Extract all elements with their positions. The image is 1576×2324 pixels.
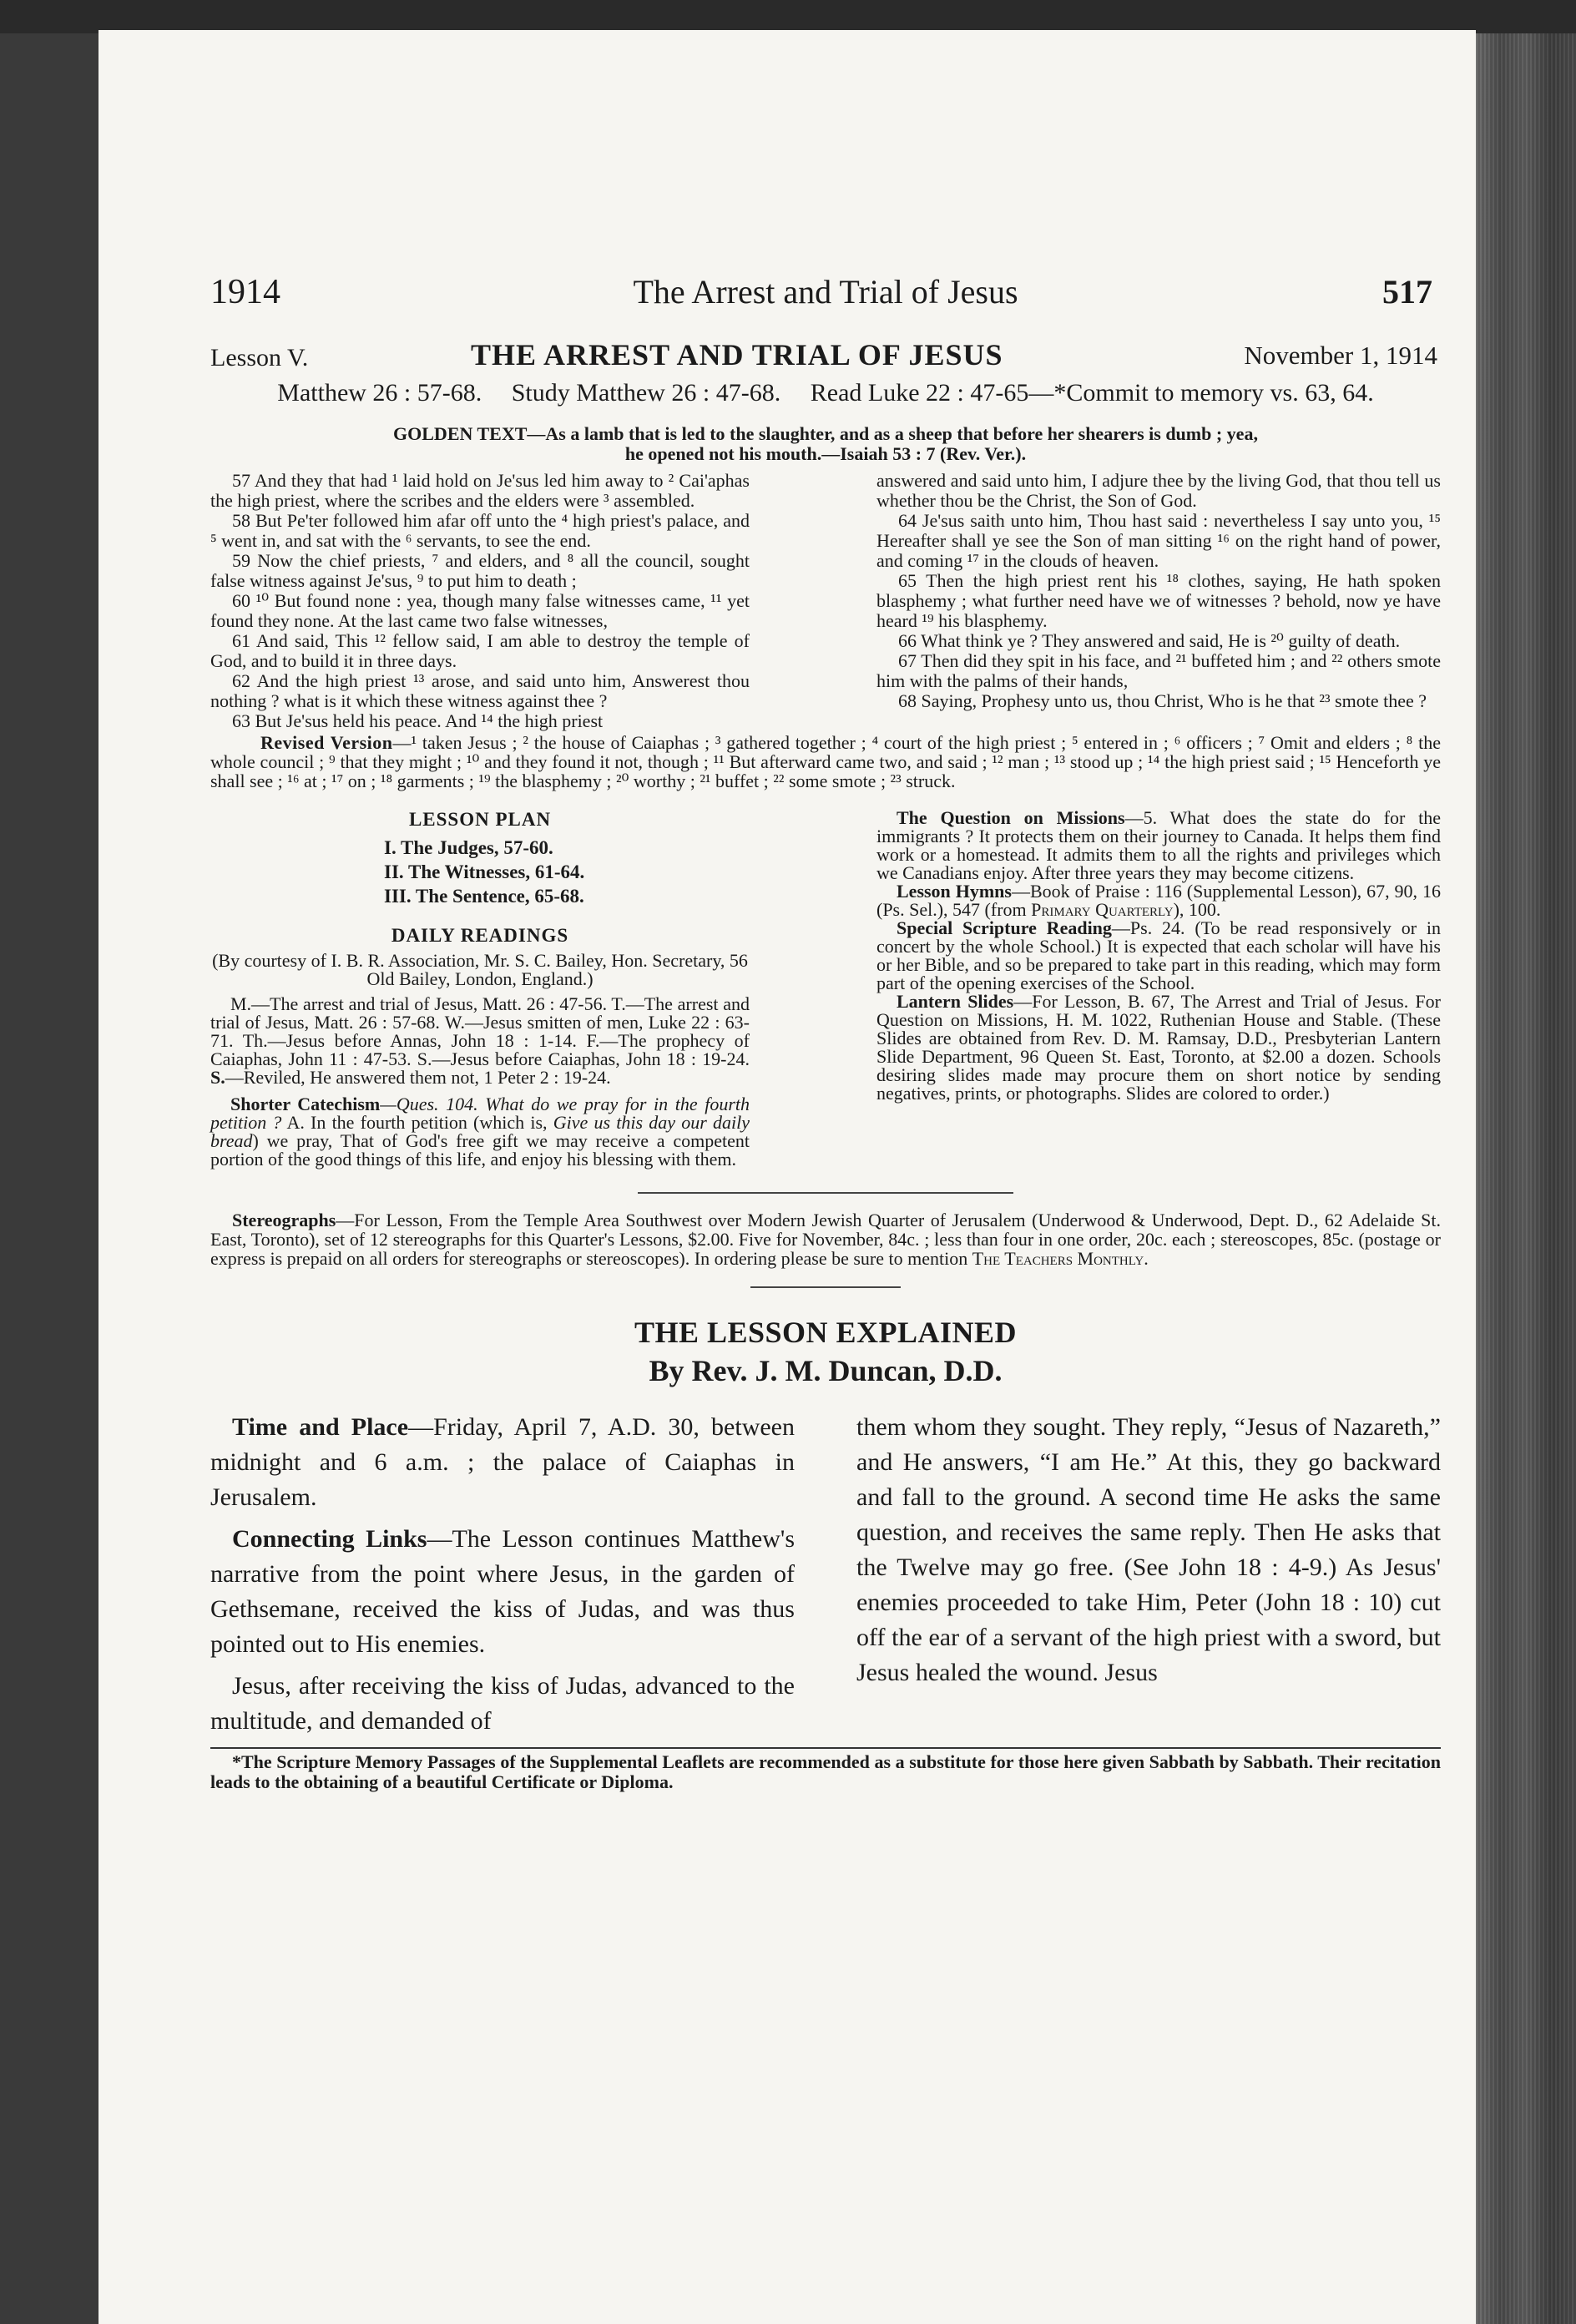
connecting-links-label: Connecting Links: [232, 1525, 427, 1553]
verse: 61 And said, This ¹² fellow said, I am able to destroy the temple of God, and to build it in three days.: [210, 630, 750, 671]
passage-line: [210, 379, 1441, 407]
shorter-catechism-quote: Give us this day our daily bread: [210, 1112, 750, 1151]
verse: 67 Then did they spit in his face, and ²¹ buffeted him ; and ²² others smote him with the palms of their hands,: [876, 650, 1441, 691]
lesson-hymns-text-end: ), 100.: [1173, 899, 1221, 920]
lesson-hymns-quarterly: Primary Quarterly: [1031, 899, 1174, 920]
lesson-plan-heading: LESSON PLAN: [408, 809, 552, 830]
special-scripture-label: Special Scripture Reading: [897, 917, 1112, 938]
stereographs-label: Stereographs: [232, 1210, 336, 1230]
time-and-place-label: Time and Place: [232, 1413, 409, 1441]
explained-paragraph-continued: them whom they sought. They reply, “Jesus of Nazareth,” and He answers, “I am He.” At this, they go backward and fall to the ground. A second time He asks the same question, and receives the same reply. Then He asks that the Twelve may go free. (See John 18 : 4-9.) As Jesus' enemies proceeded to take Him, Peter (John 18 : 10) cut off the ear of a servant of the high priest with a sword, but Jesus healed the wound. Jesus: [856, 1413, 1441, 1686]
lesson-hymns-text: —Book of Praise : 116 (Supplemental Lesson), 67, 90, 16 (Ps. Sel.), 547 (from: [876, 881, 1441, 920]
daily-readings-last-label: S.: [210, 1067, 225, 1088]
connecting-links-text: —The Lesson continues Matthew's narrative from the point where Jesus, in the garden of Gethsemane, received the kiss of Judas, and was thus pointed out to His enemies.: [210, 1525, 795, 1658]
question-on-missions-text: —5. What does the state do for the immigrants ? It protects them on their journey to Canada. It helps them find work or a homestead. It admits them to all the rights and privileges which we Canadians enjoy. After three years they may become citizens.: [876, 807, 1441, 883]
revised-version-text: —¹ taken Jesus ; ² the house of Caiaphas ; ³ gathered together ; ⁴ court of the high priest ; ⁵ entered in ; ⁶ officers ; ⁷ Omit and elders ; ⁸ the whole council ; ⁹ that they might ; ¹⁰ and they found it not, though ; ¹¹ But afterward came two, and said ; ¹² man ; ¹³ stood up ; ¹⁴ the high priest said ; ¹⁵ Henceforth ye shall see ; ¹⁶ at ; ¹⁷ on ; ¹⁸ garments ; ¹⁹ the blasphemy ; ²⁰ worthy ; ²¹ buffet ; ²² some smote ; ²³ struck.: [210, 732, 1441, 791]
lesson-hymns-label: Lesson Hymns: [897, 881, 1012, 902]
verse: 62 And the high priest ¹³ arose, and said unto him, Answerest thou nothing ? what is it which these witness against thee ?: [210, 670, 750, 711]
lesson-plan-item: III. The Sentence, 65-68.: [384, 886, 584, 907]
page-content: [210, 272, 1441, 1792]
study-ref: Study Matthew 26 : 47-68.: [511, 379, 781, 407]
scripture-passage: [210, 471, 1441, 731]
lesson-aids: [210, 797, 1441, 1169]
verse: 68 Saying, Prophesy unto us, thou Christ, Who is he that ²³ smote thee ?: [898, 690, 1427, 711]
aids-left-column: [210, 797, 750, 1169]
scripture-right-column: [876, 471, 1441, 731]
verse: 66 What think ye ? They answered and said, He is ²⁰ guilty of death.: [898, 630, 1401, 651]
page-number: 517: [1382, 273, 1432, 311]
golden-text: [210, 424, 1441, 464]
lesson-explained-heading: THE LESSON EXPLAINED: [634, 1316, 1018, 1349]
revised-version-label: Revised Version: [260, 732, 393, 753]
daily-readings-last-text: —Reviled, He answered them not, 1 Peter 2 : 19-24.: [225, 1067, 611, 1088]
footnote-rule: [210, 1747, 1441, 1749]
special-scripture-text: —Ps. 24. (To be read responsively or in concert by the whole School.) It is expected that each scholar will have his or her Bible, and so be prepared to take part in this reading, which may form part of the opening exercises of the School.: [876, 917, 1441, 993]
revised-version: [210, 733, 1441, 791]
connecting-links: [210, 1522, 795, 1662]
lesson-header: [210, 331, 1441, 372]
stereographs-text: —For Lesson, From the Temple Area Southwest over Modern Jewish Quarter of Jerusalem (Underwood & Underwood, Dept. D., 62 Adelaide St. East, Toronto), set of 12 stereographs for this Quarter's Lessons, $2.00. Five for November, 84c. ; less than four in one order, 20c. each ; stereoscopes, 85c. (postage or express is prepaid on all orders for stereographs or stereoscopes). In ordering please be sure to mention: [210, 1210, 1441, 1269]
lesson-plan-item: II. The Witnesses, 61-64.: [384, 861, 585, 882]
running-head: [210, 272, 1441, 322]
running-head-year: 1914: [210, 273, 280, 311]
running-head-title: The Arrest and Trial of Jesus: [633, 273, 1018, 311]
verse: 63 But Je'sus held his peace. And ¹⁴ the high priest: [232, 710, 604, 731]
verse: 58 But Pe'ter followed him afar off unto the ⁴ high priest's palace, and ⁵ went in, and sat with the ⁶ servants, to see the end.: [210, 510, 750, 551]
daily-readings-heading: DAILY READINGS: [391, 925, 569, 946]
lantern-slides-label: Lantern Slides: [897, 991, 1014, 1012]
question-on-missions: [876, 809, 1441, 882]
daily-readings-list: M.—The arrest and trial of Jesus, Matt. 26 : 47-56. T.—The arrest and trial of Jesus, Matt. 26 : 57-68. W.—Jesus smitten of men, Luke 22 : 63-71. Th.—Jesus before Annas, John 18 : 1-14. F.—The prophecy of Caiaphas, John 11 : 47-53. S.—Jesus before Caiaphas, John 18 : 19-24.: [210, 993, 750, 1069]
explained-paragraph: Jesus, after receiving the kiss of Judas, advanced to the multitude, and demanded of: [210, 1672, 795, 1735]
verse: 59 Now the chief priests, ⁷ and elders, and ⁸ all the council, sought false witness against Je'sus, ⁹ to put him to death ;: [210, 550, 750, 591]
lantern-slides-text: —For Lesson, B. 67, The Arrest and Trial of Jesus. For Question on Missions, H. M. 1022, Ruthenian House and Stable. (These Slides are obtained from Rev. D. M. Ramsay, D.D., Presbyterian Lantern Slide Department, 96 Queen St. East, Toronto, at $2.00 a dozen. Schools desiring slides made may procure them on short notice by sending negatives, prints, or photographs. Slides are colored to order.): [876, 991, 1441, 1104]
explained-right-column: [856, 1410, 1441, 1739]
stereographs: [210, 1210, 1441, 1268]
question-on-missions-label: The Question on Missions: [897, 807, 1125, 828]
aids-right-column: [876, 797, 1441, 1169]
lesson-date: November 1, 1914: [1244, 341, 1437, 370]
verse: 65 Then the high priest rent his ¹⁸ clothes, saying, He hath spoken blasphemy ; what further need have we of witnesses ? behold, now ye have heard ¹⁹ his blasphemy.: [876, 570, 1441, 631]
lesson-explained-author: By Rev. J. M. Duncan, D.D.: [649, 1354, 1003, 1387]
book-page-edge: [1476, 33, 1576, 2324]
section-divider: [638, 1192, 1013, 1194]
golden-text-line-2: he opened not his mouth.—Isaiah 53 : 7 (Rev. Ver.).: [624, 443, 1027, 464]
shorter-catechism: [210, 1095, 750, 1169]
time-and-place-text: —Friday, April 7, A.D. 30, between midnight and 6 a.m. ; the palace of Caiaphas in Jerusalem.: [210, 1413, 795, 1511]
lesson-title: THE ARREST AND TRIAL OF JESUS: [471, 338, 1003, 371]
verse: 60 ¹⁰ But found none : yea, though many false witnesses came, ¹¹ yet found they none. At the last came two false witnesses,: [210, 590, 750, 631]
lantern-slides: [876, 993, 1441, 1103]
passage-ref: Matthew 26 : 57-68.: [277, 379, 482, 407]
special-scripture-reading: [876, 919, 1441, 993]
verse: 57 And they that had ¹ laid hold on Je'sus led him away to ² Cai'aphas the high priest, where the scribes and the elders were ³ assembled.: [210, 470, 750, 511]
scripture-left-column: [210, 471, 750, 731]
read-ref: Read Luke 22 : 47-65—*Commit to memory vs. 63, 64.: [810, 379, 1374, 407]
section-divider: [750, 1286, 901, 1288]
shorter-catechism-answer: A. In the fourth petition (which is,: [286, 1112, 548, 1133]
shorter-catechism-ques: —Ques. 104.: [380, 1094, 478, 1114]
lesson-explained-body: [210, 1410, 1441, 1739]
shorter-catechism-label: Shorter Catechism: [230, 1094, 381, 1114]
daily-readings-courtesy: (By courtesy of I. B. R. Association, Mr. S. C. Bailey, Hon. Secretary, 56 Old Bailey, London, England.): [212, 950, 748, 989]
verse-continuation: answered and said unto him, I adjure thee by the living God, that thou tell us whether thou be the Christ, the Son of God.: [876, 470, 1441, 511]
golden-text-line-1: GOLDEN TEXT—As a lamb that is led to the slaughter, and as a sheep that before her shearers is dumb ; yea,: [393, 423, 1258, 444]
daily-readings-text: [210, 995, 750, 1087]
time-and-place: [210, 1410, 795, 1515]
book-page: [98, 30, 1476, 2324]
lesson-plan-item: I. The Judges, 57-60.: [384, 837, 553, 858]
lesson-hymns: [876, 882, 1441, 919]
shorter-catechism-answer-rest: ) we pray, That of God's free gift we may receive a competent portion of the good things of this life, and enjoy his blessing with them.: [210, 1130, 750, 1170]
footnote: *The Scripture Memory Passages of the Supplemental Leaflets are recommended as a substitute for those here given Sabbath by Sabbath. Their recitation leads to the obtaining of a beautiful Certificate or Diploma.: [210, 1751, 1441, 1792]
verse: 64 Je'sus saith unto him, Thou hast said : nevertheless I say unto you, ¹⁵ Hereafter shall ye see the Son of man sitting ¹⁶ on the right hand of power, and coming ¹⁷ in the clouds of heaven.: [876, 510, 1441, 571]
scan-top-border: [0, 0, 1576, 33]
shorter-catechism-question: What do we pray for in the fourth petition ?: [210, 1094, 750, 1133]
explained-left-column: [210, 1410, 795, 1739]
stereographs-publication: The Teachers Monthly.: [972, 1248, 1149, 1269]
lesson-number: Lesson V.: [210, 344, 309, 371]
